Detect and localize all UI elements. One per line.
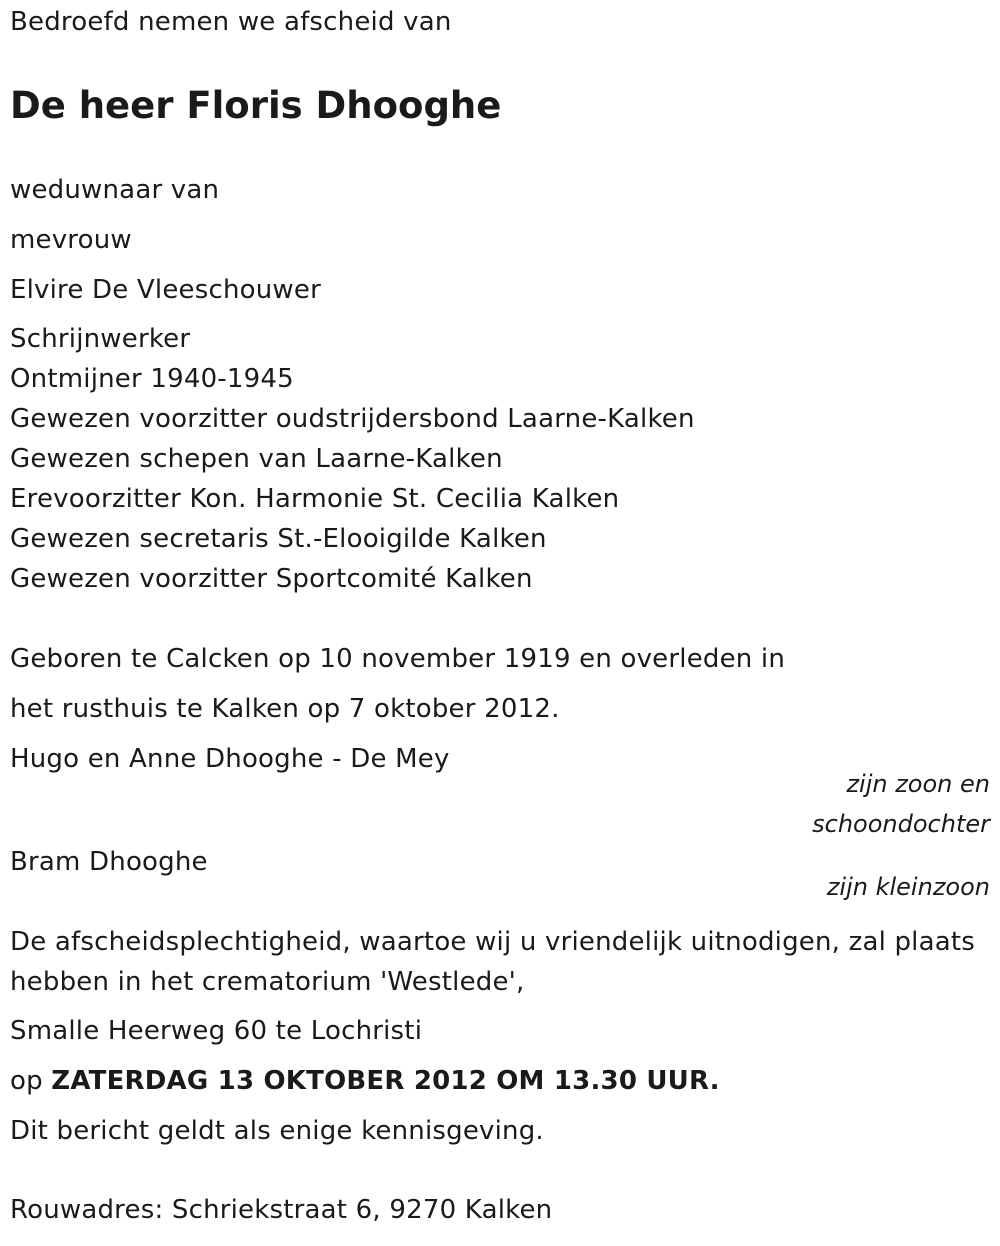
mourning-address: Rouwadres: Schriekstraat 6, 9270 Kalken [10, 1195, 553, 1225]
title-item: Ontmijner 1940-1945 [10, 364, 294, 394]
family-member-relation: schoondochter [812, 810, 990, 838]
title-item: Schrijnwerker [10, 324, 191, 354]
ceremony-date-prefix: op [10, 1066, 43, 1096]
title-item: Gewezen voorzitter Sportcomité Kalken [10, 564, 533, 594]
ceremony-line-1: De afscheidsplechtigheid, waartoe wij u vriendelijk uitnodigen, zal plaats [10, 927, 975, 957]
intro-text: Bedroefd nemen we afscheid van [10, 7, 452, 37]
family-member-name: Bram Dhooghe [10, 847, 208, 877]
deceased-name-title: De heer Floris Dhooghe [10, 84, 502, 127]
title-item: Gewezen voorzitter oudstrijdersbond Laarne-Kalken [10, 404, 695, 434]
title-item: Erevoorzitter Kon. Harmonie St. Cecilia Kalken [10, 484, 620, 514]
title-item: Gewezen secretaris St.-Elooigilde Kalken [10, 524, 547, 554]
family-member-name: Hugo en Anne Dhooghe - De Mey [10, 744, 450, 774]
notice-text: Dit bericht geldt als enige kennisgeving. [10, 1116, 544, 1146]
ceremony-date: ZATERDAG 13 OKTOBER 2012 OM 13.30 UUR. [51, 1066, 720, 1096]
spouse-salutation: mevrouw [10, 225, 132, 255]
ceremony-address: Smalle Heerweg 60 te Lochristi [10, 1016, 423, 1046]
family-member-relation: zijn kleinzoon [826, 873, 990, 901]
ceremony-line-2: hebben in het crematorium 'Westlede', [10, 967, 525, 997]
family-member-relation: zijn zoon en [846, 770, 990, 798]
spouse-relation: weduwnaar van [10, 175, 220, 205]
birth-death-line-1: Geboren te Calcken op 10 november 1919 en overleden in [10, 644, 786, 674]
ceremony-date-line [10, 1067, 720, 1097]
spouse-name: Elvire De Vleeschouwer [10, 275, 321, 305]
birth-death-line-2: het rusthuis te Kalken op 7 oktober 2012. [10, 694, 560, 724]
title-item: Gewezen schepen van Laarne-Kalken [10, 444, 503, 474]
